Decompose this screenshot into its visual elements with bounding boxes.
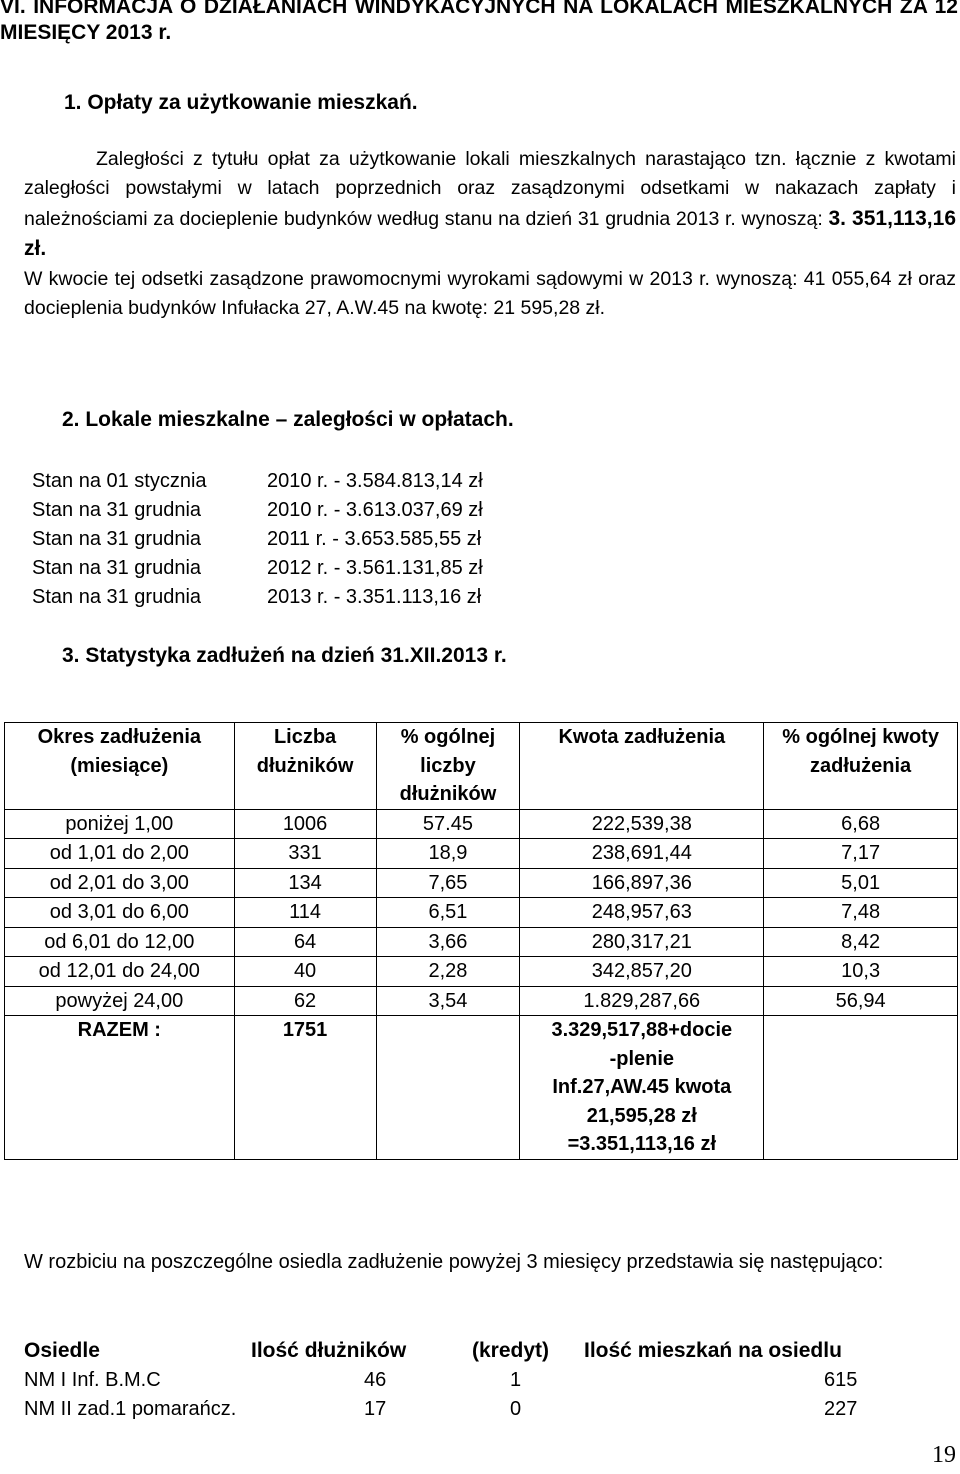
cell-amount: 248,957,63 [520,898,764,928]
cell-debtors: 1006 [234,809,376,839]
balance-value: 2010 r. - 3.613.037,69 zł [267,499,483,521]
balance-label: Stan na 31 grudnia [32,528,202,550]
table-row [5,957,958,987]
table-row [5,839,958,869]
total-amount-line: 3.329,517,88+docie [551,1019,733,1041]
table-row [5,868,958,898]
cell-amount: 238,691,44 [520,839,764,869]
cell-debtors: 64 [234,927,376,957]
cell-period: od 2,01 do 3,00 [5,868,235,898]
total-amount-line: -plenie [609,1047,675,1070]
table-row [5,927,958,957]
balance-label: Stan na 31 grudnia [32,586,202,608]
cell-debtors-percent: 2,28 [376,957,520,987]
total-amount [520,1016,764,1160]
total-amount-percent [764,1016,958,1160]
debtors-header: Ilość dłużników [251,1339,407,1362]
header-amount: Kwota zadłużenia [520,723,764,810]
cell-period: od 3,01 do 6,00 [5,898,235,928]
balance-value: 2010 r. - 3.584.813,14 zł [267,470,483,492]
header-amount-percent: % ogólnej kwoty zadłużenia [764,723,958,810]
cell-debtors-percent: 57.45 [376,809,520,839]
balance-label: Stan na 01 stycznia [32,470,207,492]
balance-value: 2011 r. - 3.653.585,55 zł [267,528,482,550]
header-debtors: Liczba dłużników [234,723,376,810]
flats-header: Ilość mieszkań na osiedlu [584,1339,842,1362]
balance-row [32,499,483,522]
arrears-text: Zaległości z tytułu opłat za użytkowanie lokali mieszkalnych narastająco tzn. łącznie z kwotami zaległości powstałymi w latach poprzednich oraz zasądzonymi odsetkami w nakazach zapłaty i należnościami za docieplenie budynków według stanu na dzień 31 grudnia 2013 r. wynoszą: [24,148,956,230]
estate-debtors: 17 [364,1398,387,1420]
arrears-amount: 3. 351,113,16 zł. [24,206,957,261]
page-number: 19 [932,1442,956,1468]
cell-amount: 1.829,287,66 [520,986,764,1016]
total-debtors-percent [376,1016,520,1160]
section-1-title: 1. Opłaty za użytkowanie mieszkań. [64,91,418,114]
estate-name: NM II zad.1 pomarańcz. [24,1398,237,1420]
cell-debtors: 114 [234,898,376,928]
section-1-paragraph [24,145,956,323]
cell-amount-percent: 5,01 [764,868,958,898]
balance-row [32,557,483,580]
interest-text: W kwocie tej odsetki zasądzone prawomocnymi wyrokami sądowymi w 2013 r. wynoszą: 41 055,64 zł oraz docieplenia budynków Infułacka 27, A.W.45 na kwotę: 21 595,28 zł. [24,267,956,320]
estate-flats: 227 [824,1398,858,1420]
balance-row [32,586,481,609]
total-debtors: 1751 [234,1016,376,1160]
balance-row [32,470,483,493]
cell-debtors-percent: 6,51 [376,898,520,928]
balance-label: Stan na 31 grudnia [32,557,202,579]
cell-amount: 222,539,38 [520,809,764,839]
table-row [5,809,958,839]
cell-debtors: 331 [234,839,376,869]
header-period: Okres zadłużenia (miesiące) [5,723,235,810]
header-debtors-percent: % ogólnej liczby dłużników [376,723,520,810]
cell-period: od 1,01 do 2,00 [5,839,235,869]
cell-amount-percent: 56,94 [764,986,958,1016]
cell-amount-percent: 7,17 [764,839,958,869]
total-amount-line: 21,595,28 zł [586,1104,697,1127]
balance-value: 2013 r. - 3.351.113,16 zł [267,586,482,608]
cell-debtors-percent: 3,66 [376,927,520,957]
estate-debtors: 46 [364,1369,387,1391]
cell-period: poniżej 1,00 [5,809,235,839]
estates-intro: W rozbiciu na poszczególne osiedla zadłużenie powyżej 3 miesięcy przedstawia się następująco: [24,1251,884,1273]
table-row [5,986,958,1016]
cell-period: od 6,01 do 12,00 [5,927,235,957]
section-2-title: 2. Lokale mieszkalne – zaległości w opłatach. [62,408,514,431]
cell-amount-percent: 10,3 [764,957,958,987]
cell-amount-percent: 8,42 [764,927,958,957]
estate-credit: 0 [510,1398,522,1420]
cell-debtors-percent: 3,54 [376,986,520,1016]
balance-row [32,528,481,551]
cell-amount-percent: 6,68 [764,809,958,839]
cell-amount: 166,897,36 [520,868,764,898]
estate-name: NM I Inf. B.M.C [24,1369,161,1391]
estate-credit: 1 [510,1369,522,1391]
document-heading: VI. INFORMACJA O DZIAŁANIACH WINDYKACYJNYCH NA LOKALACH MIESZKALNYCH ZA 12 MIESIĘCY 2013 r. [0,0,958,44]
table-header-row [5,723,958,810]
balance-label: Stan na 31 grudnia [32,499,202,521]
credit-header: (kredyt) [472,1339,550,1362]
estate-flats: 615 [824,1369,858,1391]
cell-debtors: 40 [234,957,376,987]
cell-debtors-percent: 7,65 [376,868,520,898]
total-amount-line: Inf.27,AW.45 kwota [552,1076,732,1098]
cell-period: powyżej 24,00 [5,986,235,1016]
total-amount-line: =3.351,113,16 zł [567,1133,717,1155]
cell-amount: 280,317,21 [520,927,764,957]
section-3-title: 3. Statystyka zadłużeń na dzień 31.XII.2013 r. [62,644,507,667]
cell-amount: 342,857,20 [520,957,764,987]
table-total-row [5,1016,958,1160]
cell-amount-percent: 7,48 [764,898,958,928]
estate-header: Osiedle [24,1339,100,1362]
balance-value: 2012 r. - 3.561.131,85 zł [267,557,483,579]
cell-debtors: 134 [234,868,376,898]
debt-statistics-table [4,722,958,1160]
cell-debtors-percent: 18,9 [376,839,520,869]
cell-debtors: 62 [234,986,376,1016]
cell-period: od 12,01 do 24,00 [5,957,235,987]
table-row [5,898,958,928]
total-label: RAZEM : [5,1016,235,1160]
